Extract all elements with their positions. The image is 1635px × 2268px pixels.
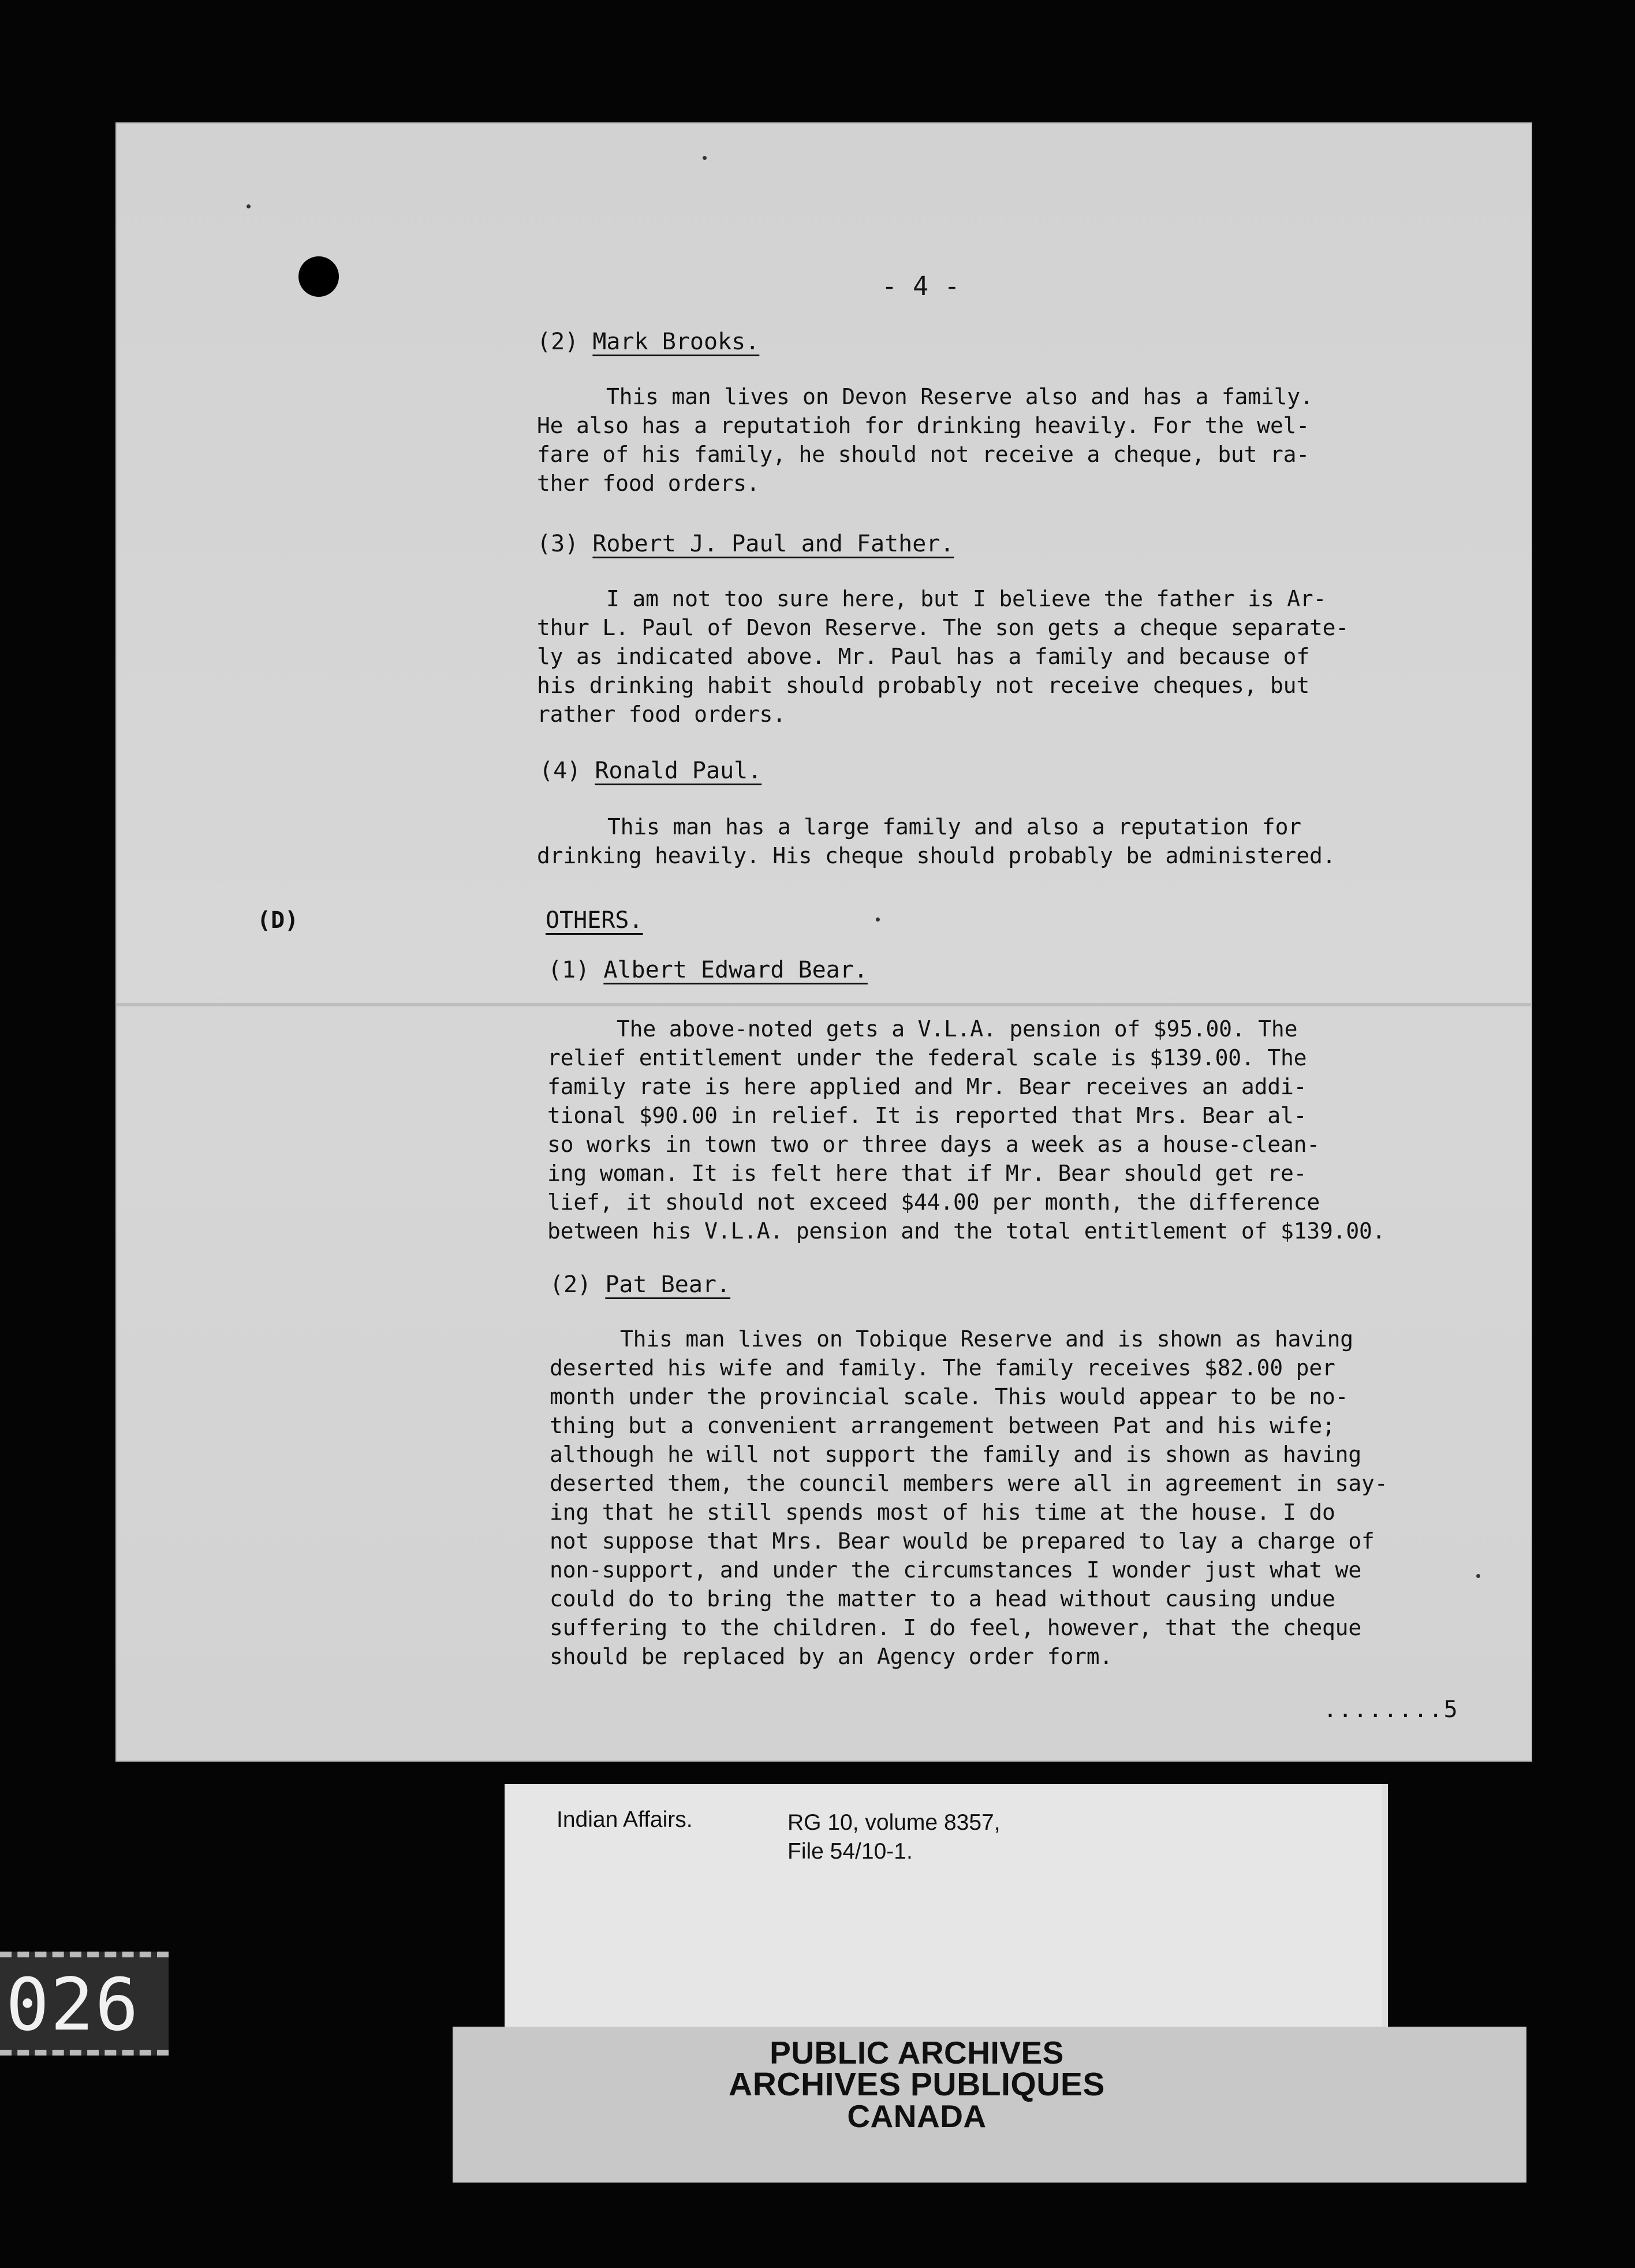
section-title: Mark Brooks.: [592, 329, 760, 355]
section-number: (2): [550, 1271, 592, 1298]
section-number: (4): [539, 758, 581, 784]
others-heading: OTHERS.: [546, 907, 643, 934]
dust-speck: [247, 204, 251, 208]
paragraph-albert-edward-bear: The above-noted gets a V.L.A. pension of $95.00. The relief entitlement under the federal scale is $139.00. The family rate is here applied and Mr. Bear receives an addi- tional $90.00 in relief. It is reported that Mrs. Bear al- so works in town two or three days a week as a house-clean- ing woman. It is felt here that if Mr. Bear should get re- lief, it should not exceed $44.00 per month, the difference between his V.L.A. pension and the total entitlement of $139.00.: [547, 1016, 1386, 1244]
section-heading-ronald-paul: [539, 758, 761, 784]
collection-label: Indian Affairs.: [557, 1807, 693, 1832]
paragraph-pat-bear: This man lives on Tobique Reserve and is shown as having deserted his wife and family. The family receives $82.00 per month under the provincial scale. This would appear to be no- thing but a convenient arrangement between Pat and his wife; although he will not support the family and is shown as having deserted them, the council members were all in agreement in say- ing that he still spends most of his time at the house. I do not suppose that Mrs. Bear would be prepared to lay a charge of non-support, and under the circumstances I wonder just what we could do to bring the matter to a head without causing undue suffering to the children. I do feel, however, that the cheque should be replaced by an Agency order form.: [550, 1326, 1388, 1669]
section-number: (2): [537, 329, 579, 355]
microfilm-frame-counter: 026: [0, 1952, 169, 2056]
section-heading-pat-bear: [550, 1271, 730, 1298]
archives-stamp: [657, 2037, 1177, 2132]
reference-line-1: RG 10, volume 8357,: [787, 1810, 1001, 1835]
section-title: Ronald Paul.: [595, 758, 762, 784]
reference-line-2: File 54/10-1.: [787, 1839, 913, 1864]
typed-letter-page: [117, 124, 1531, 1760]
paragraph-mark-brooks: This man lives on Devon Reserve also and has a family. He also has a reputatioh for drinking heavily. For the wel- fare of his family, he should not receive a cheque, but ra- ther food orders.: [537, 384, 1313, 496]
page-fold-line: [117, 1003, 1531, 1006]
stamp-line-1: PUBLIC ARCHIVES: [770, 2035, 1064, 2071]
section-title: Robert J. Paul and Father.: [592, 531, 954, 557]
page-number: - 4 -: [882, 271, 960, 301]
stamp-line-3: CANADA: [847, 2098, 987, 2134]
section-heading-robert-paul: [537, 531, 954, 557]
section-number: (3): [537, 531, 579, 557]
paragraph-ronald-paul: This man has a large family and also a reputation for drinking heavily. His cheque should probably be administered.: [537, 814, 1336, 868]
punch-hole: [298, 256, 339, 297]
section-letter-d: (D): [257, 907, 299, 934]
dust-speck: [876, 917, 880, 922]
section-title: Albert Edward Bear.: [603, 957, 868, 983]
paragraph-robert-paul: I am not too sure here, but I believe the father is Ar- thur L. Paul of Devon Reserve. The son gets a cheque separate- ly as indicated above. Mr. Paul has a family and because of his drinking habit should probably not receive cheques, but rather food orders.: [537, 586, 1349, 727]
reference-label: [505, 1784, 1382, 2044]
dust-speck: [1476, 1574, 1480, 1578]
section-title: Pat Bear.: [605, 1271, 731, 1298]
stamp-line-2: ARCHIVES PUBLIQUES: [729, 2066, 1105, 2103]
section-heading-mark-brooks: [537, 329, 759, 355]
page-continuation: ........5: [1323, 1696, 1459, 1723]
dust-speck: [703, 156, 707, 160]
section-heading-albert-edward-bear: [548, 957, 868, 983]
section-number: (1): [548, 957, 590, 983]
